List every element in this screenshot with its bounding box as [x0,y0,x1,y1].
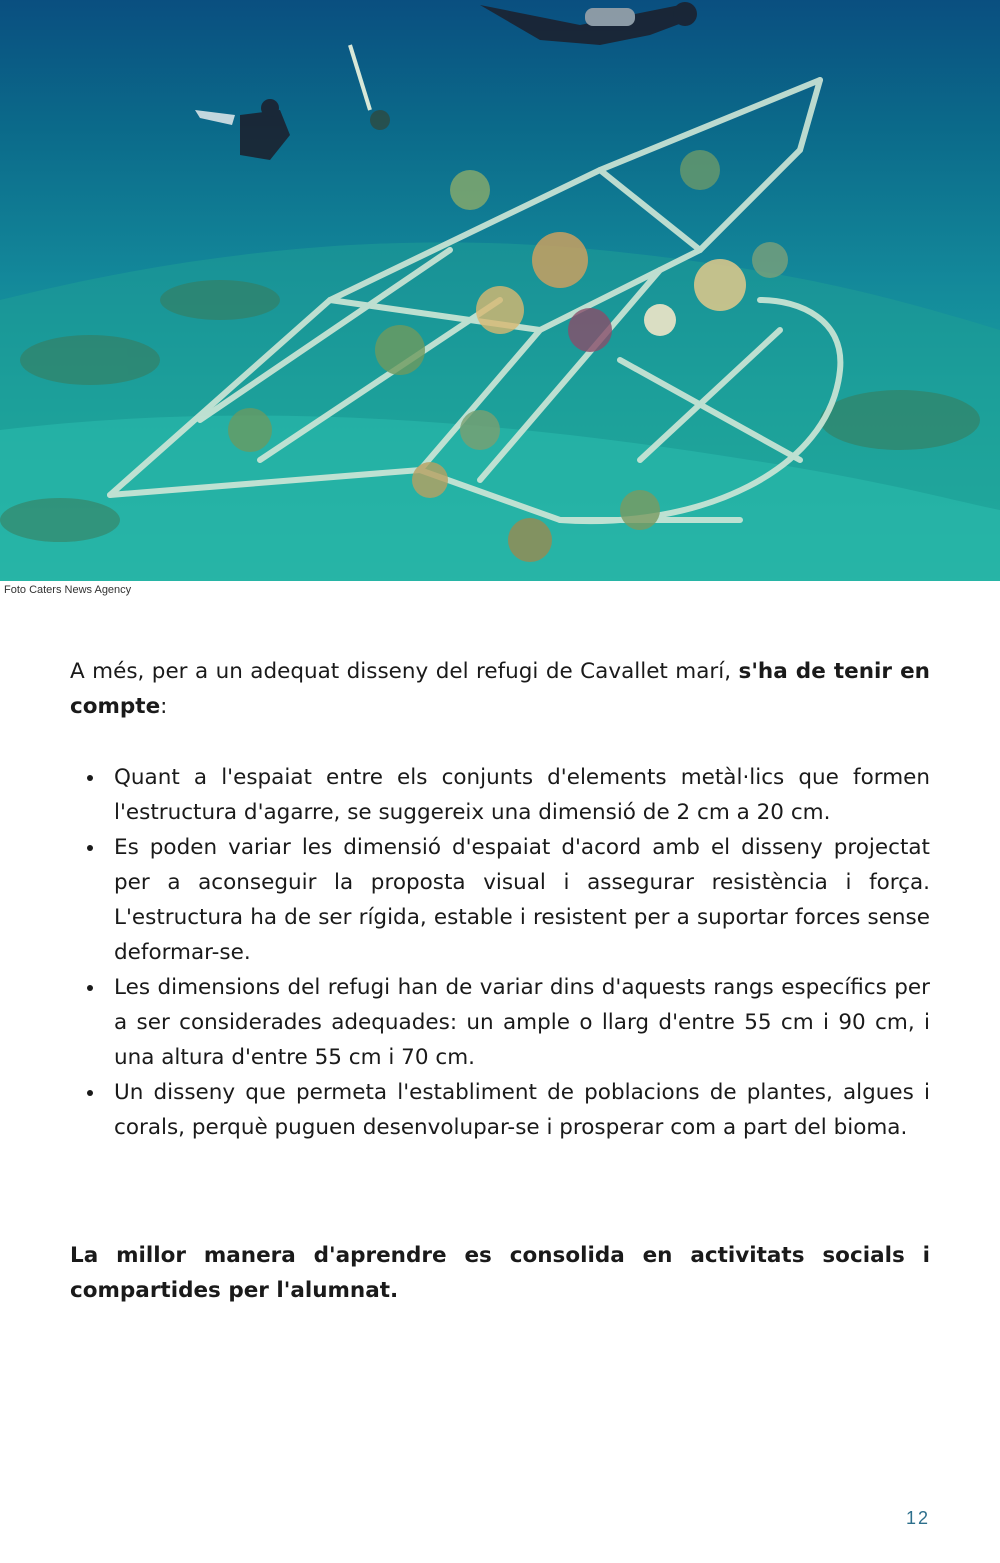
bullet-icon [87,845,93,851]
main-content [70,654,930,1145]
list-item [70,970,930,1075]
list-item-text: Un disseny que permeta l'establiment de poblacions de plantes, algues i corals, perquè puguen desenvolupar-se i prosperar com a part del bioma. [114,1080,930,1140]
bullet-icon [87,1090,93,1096]
intro-text: A més, per a un adequat disseny del refugi de Cavallet marí, [70,659,739,684]
list-item-text: Es poden variar les dimensió d'espaiat d'acord amb el disseny projectat per a aconseguir la proposta visual i assegurar resistència i força. L'estructura ha de ser rígida, estable i resistent per a suportar forces sense deformar-se. [114,835,930,965]
requirements-list [70,760,930,1145]
list-item [70,830,930,970]
list-item-text: Les dimensions del refugi han de variar dins d'aquests rangs específics per a ser considerades adequades: un ample o llarg d'entre 55 cm i 90 cm, i una altura d'entre 55 cm i 70 cm. [114,975,930,1070]
bullet-icon [87,775,93,781]
list-item [70,1075,930,1145]
intro-tail: : [160,694,168,719]
underwater-reef-photo [0,0,1000,581]
reef-structure-illustration [0,0,1000,581]
bullet-icon [87,985,93,991]
intro-paragraph [70,654,930,724]
closing-statement: La millor manera d'aprendre es consolida en activitats socials i compartides per l'alumnat. [70,1242,930,1303]
intro-bold: s'ha de tenir en compte [70,659,930,719]
page-number: 12 [906,1508,931,1528]
list-item-text: Quant a l'espaiat entre els conjunts d'elements metàl·lics que formen l'estructura d'agarre, se suggereix una dimensió de 2 cm a 20 cm. [114,765,930,825]
photo-caption: Foto Caters News Agency [4,584,132,596]
list-item [70,760,930,830]
